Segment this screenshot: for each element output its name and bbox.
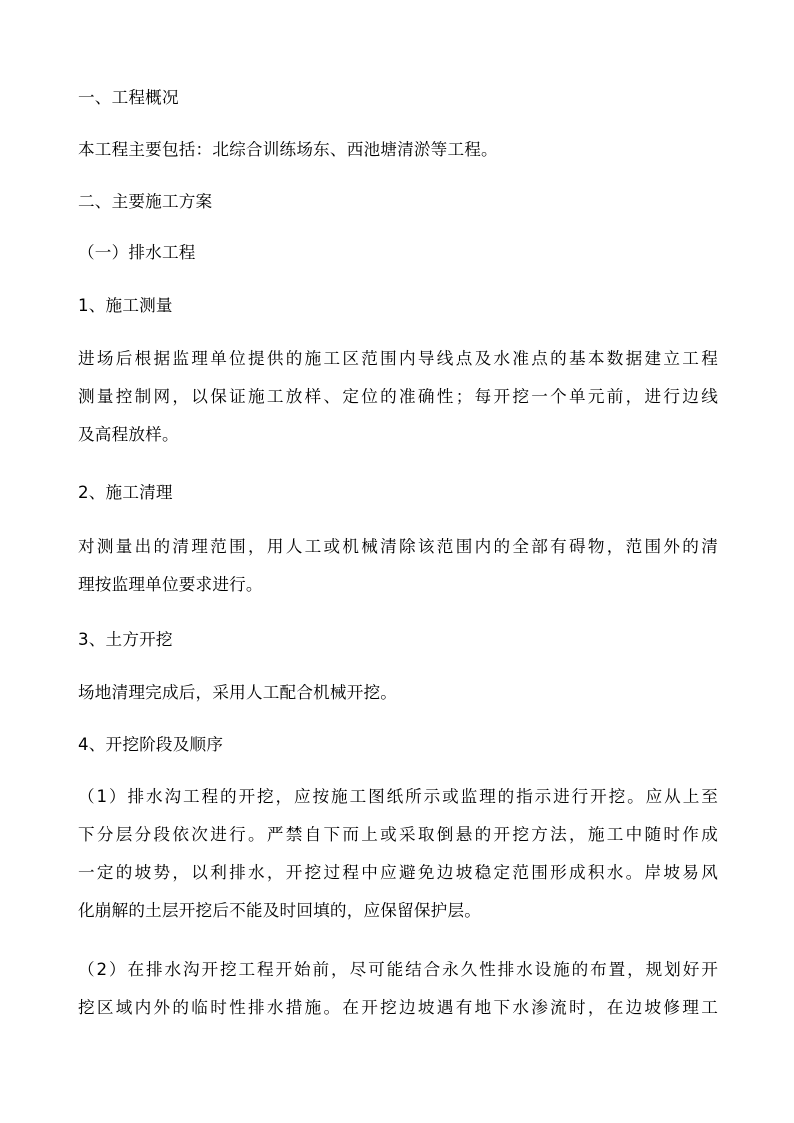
item-survey-body xyxy=(78,349,718,445)
body-line: 测量控制网，以保证施工放样、定位的准确性；每开挖一个单元前，进行边线 xyxy=(78,387,718,406)
body-line: 进场后根据监理单位提供的施工区范围内导线点及水准点的基本数据建立工程 xyxy=(78,349,718,368)
item-stage-title: 4、开挖阶段及顺序 xyxy=(78,735,224,754)
body-line: （2）在排水沟开挖工程开始前，尽可能结合永久性排水设施的布置，规划好开 xyxy=(78,960,718,979)
body-line: 化崩解的土层开挖后不能及时回填的，应保留保护层。 xyxy=(78,901,482,920)
item-clearing-title: 2、施工清理 xyxy=(78,483,173,502)
body-line: （1）排水沟工程的开挖，应按施工图纸所示或监理的指示进行开挖。应从上至 xyxy=(78,787,718,806)
body-line: 一定的坡势，以利排水，开挖过程中应避免边坡稳定范围形成积水。岸坡易风 xyxy=(78,863,718,882)
heading-overview: 一、工程概况 xyxy=(78,88,179,107)
body-line: 对测量出的清理范围，用人工或机械清除该范围内的全部有碍物，范围外的清 xyxy=(78,537,718,556)
heading-main-plan: 二、主要施工方案 xyxy=(78,192,213,211)
body-line: 挖区域内外的临时性排水措施。在开挖边坡遇有地下水渗流时，在边坡修理工 xyxy=(78,998,718,1017)
body-line: 及高程放样。 xyxy=(78,425,179,444)
item-clearing-body xyxy=(78,537,718,595)
item-survey-title: 1、施工测量 xyxy=(78,296,173,315)
body-line: 下分层分段依次进行。严禁自下而上或采取倒悬的开挖方法，施工中随时作成 xyxy=(78,825,718,844)
item-stage-para-2 xyxy=(78,960,718,1036)
item-excavation-body: 场地清理完成后，采用人工配合机械开挖。 xyxy=(78,683,398,702)
item-excavation-title: 3、土方开挖 xyxy=(78,630,173,649)
item-stage-para-1 xyxy=(78,787,718,921)
overview-text: 本工程主要包括：北综合训练场东、西池塘清淤等工程。 xyxy=(78,140,498,159)
body-line: 理按监理单位要求进行。 xyxy=(78,575,263,594)
sub-heading-drainage: （一）排水工程 xyxy=(78,243,196,262)
